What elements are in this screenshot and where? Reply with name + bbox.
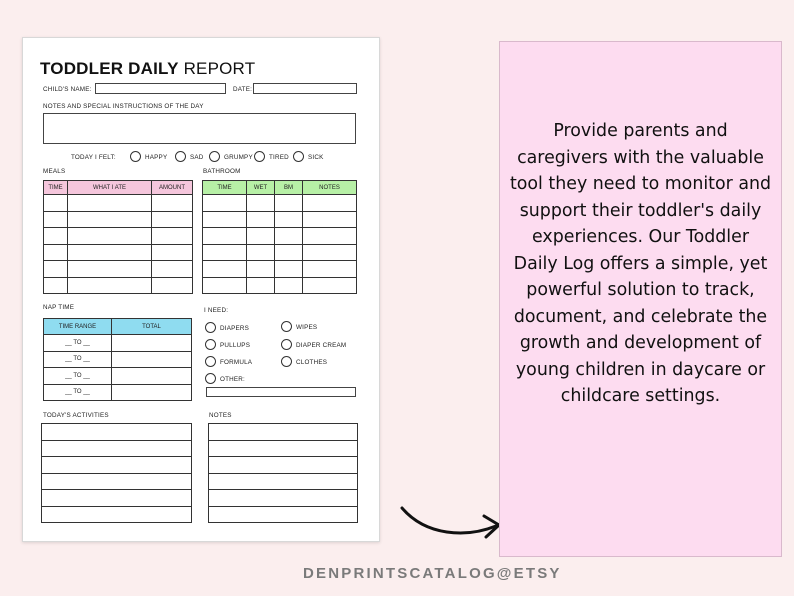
- child-name-field[interactable]: [95, 83, 226, 94]
- column-header: AMOUNT: [152, 181, 193, 195]
- table-cell[interactable]: [44, 211, 68, 228]
- table-cell[interactable]: [112, 384, 192, 401]
- table-cell[interactable]: [303, 244, 357, 261]
- table-cell[interactable]: [203, 277, 247, 294]
- need-pullups-label: PULLUPS: [220, 342, 251, 349]
- table-cell[interactable]: [112, 351, 192, 368]
- mood-grumpy-label: GRUMPY: [224, 154, 253, 161]
- table-cell[interactable]: [275, 228, 303, 245]
- table-row: [209, 457, 358, 474]
- table-row: [203, 244, 357, 261]
- need-diapers-label: DIAPERS: [220, 325, 250, 332]
- table-cell[interactable]: [68, 244, 152, 261]
- column-header: TIME: [44, 181, 68, 195]
- table-cell[interactable]: [68, 261, 152, 278]
- table-cell[interactable]: [303, 211, 357, 228]
- table-row: [203, 228, 357, 245]
- toddler-daily-report-sheet: [22, 37, 380, 542]
- column-header: NOTES: [303, 181, 357, 195]
- table-cell[interactable]: [275, 195, 303, 212]
- table-cell[interactable]: [247, 244, 275, 261]
- table-cell[interactable]: [209, 457, 358, 474]
- mood-sick-radio[interactable]: [293, 151, 304, 162]
- table-cell[interactable]: [303, 277, 357, 294]
- table-row: [209, 506, 358, 523]
- table-cell[interactable]: [42, 440, 192, 457]
- table-cell[interactable]: [68, 228, 152, 245]
- column-header: BM: [275, 181, 303, 195]
- table-cell[interactable]: [209, 424, 358, 441]
- mood-sick-label: SICK: [308, 154, 324, 161]
- mood-sad-radio[interactable]: [175, 151, 186, 162]
- table-cell[interactable]: __ TO __: [44, 351, 112, 368]
- table-cell[interactable]: [275, 211, 303, 228]
- shop-credit: DENPRINTSCATALOG@ETSY: [303, 565, 562, 582]
- table-cell[interactable]: [203, 244, 247, 261]
- table-row: [44, 211, 193, 228]
- child-name-label: CHILD'S NAME:: [43, 86, 92, 93]
- mood-happy-label: HAPPY: [145, 154, 168, 161]
- need-clothes-label: CLOTHES: [296, 359, 328, 366]
- meals-table: [43, 180, 193, 294]
- table-cell[interactable]: [44, 261, 68, 278]
- table-row: [44, 384, 192, 401]
- table-cell[interactable]: [44, 244, 68, 261]
- table-cell[interactable]: [42, 490, 192, 507]
- need-wipes-checkbox[interactable]: [281, 321, 292, 332]
- table-cell[interactable]: [247, 211, 275, 228]
- table-row: [44, 244, 193, 261]
- table-row: [209, 490, 358, 507]
- table-row: [42, 440, 192, 457]
- meals-label: MEALS: [43, 168, 66, 175]
- table-cell[interactable]: __ TO __: [44, 335, 112, 352]
- nap-time-label: NAP TIME: [43, 304, 75, 311]
- curved-arrow-icon: [396, 496, 506, 546]
- table-cell[interactable]: [68, 277, 152, 294]
- table-cell[interactable]: [303, 228, 357, 245]
- table-cell[interactable]: [247, 277, 275, 294]
- mood-tired-radio[interactable]: [254, 151, 265, 162]
- table-cell[interactable]: [209, 473, 358, 490]
- table-cell[interactable]: [152, 195, 193, 212]
- nap-time-table: [43, 318, 192, 401]
- table-cell[interactable]: [275, 244, 303, 261]
- notes-table: [208, 423, 358, 523]
- table-row: [44, 277, 193, 294]
- table-cell[interactable]: [203, 195, 247, 212]
- table-row: [42, 457, 192, 474]
- table-row: [44, 368, 192, 385]
- table-cell[interactable]: [203, 211, 247, 228]
- bathroom-label: BATHROOM: [203, 168, 241, 175]
- table-row: [209, 440, 358, 457]
- table-row: [203, 211, 357, 228]
- date-label: DATE:: [233, 86, 253, 93]
- column-header: WET: [247, 181, 275, 195]
- table-cell[interactable]: [203, 228, 247, 245]
- table-cell[interactable]: [209, 506, 358, 523]
- table-row: [42, 473, 192, 490]
- activities-label: TODAY'S ACTIVITIES: [43, 412, 109, 419]
- column-header: TIME RANGE: [44, 319, 112, 335]
- table-cell[interactable]: [275, 261, 303, 278]
- table-cell[interactable]: [275, 277, 303, 294]
- table-cell[interactable]: [203, 261, 247, 278]
- notes-instructions-field[interactable]: [43, 113, 356, 144]
- table-cell[interactable]: [42, 473, 192, 490]
- notes-label: NOTES: [209, 412, 232, 419]
- table-cell[interactable]: [152, 261, 193, 278]
- table-row: [203, 261, 357, 278]
- need-formula-label: FORMULA: [220, 359, 253, 366]
- table-cell[interactable]: __ TO __: [44, 368, 112, 385]
- need-diapers-checkbox[interactable]: [205, 322, 216, 333]
- table-row: [42, 506, 192, 523]
- table-cell[interactable]: [42, 506, 192, 523]
- description-panel: [499, 41, 782, 557]
- mood-tired-label: TIRED: [269, 154, 289, 161]
- sheet-title: TODDLER DAILY REPORT: [40, 59, 256, 78]
- table-row: [44, 228, 193, 245]
- need-formula-checkbox[interactable]: [205, 356, 216, 367]
- table-row: [209, 473, 358, 490]
- table-cell[interactable]: [247, 261, 275, 278]
- need-wipes-label: WIPES: [296, 324, 318, 331]
- other-need-field[interactable]: [206, 387, 356, 397]
- table-cell[interactable]: [42, 457, 192, 474]
- table-cell[interactable]: [42, 424, 192, 441]
- table-cell[interactable]: [247, 195, 275, 212]
- table-cell[interactable]: [152, 211, 193, 228]
- table-cell[interactable]: [112, 368, 192, 385]
- table-row: [42, 424, 192, 441]
- table-cell[interactable]: [247, 228, 275, 245]
- activities-table: [41, 423, 192, 523]
- table-cell[interactable]: [209, 490, 358, 507]
- need-other-checkbox[interactable]: [205, 373, 216, 384]
- table-cell[interactable]: [68, 211, 152, 228]
- mood-happy-radio[interactable]: [130, 151, 141, 162]
- bathroom-table: [202, 180, 357, 294]
- table-cell[interactable]: [68, 195, 152, 212]
- need-diapercream-checkbox[interactable]: [281, 339, 292, 350]
- column-header: TOTAL: [112, 319, 192, 335]
- description-text: Provide parents and caregivers with the valuable tool they need to monitor and support their toddler's daily experiences. Our Toddler Daily Log offers a simple, yet powerful solution to track, document, and celebrate the growth and development of young children in daycare or childcare settings.: [509, 121, 772, 406]
- date-field[interactable]: [253, 83, 357, 94]
- table-cell[interactable]: [44, 195, 68, 212]
- table-cell[interactable]: [152, 277, 193, 294]
- i-need-label: I NEED:: [204, 307, 229, 314]
- table-row: [42, 490, 192, 507]
- need-diapercream-label: DIAPER CREAM: [296, 342, 347, 349]
- need-clothes-checkbox[interactable]: [281, 356, 292, 367]
- table-cell[interactable]: [152, 244, 193, 261]
- table-cell[interactable]: [44, 228, 68, 245]
- column-header: TIME: [203, 181, 247, 195]
- table-cell[interactable]: [44, 277, 68, 294]
- need-pullups-checkbox[interactable]: [205, 339, 216, 350]
- notes-instructions-label: NOTES AND SPECIAL INSTRUCTIONS OF THE DAY: [43, 103, 204, 110]
- table-row: [44, 261, 193, 278]
- table-cell[interactable]: [112, 335, 192, 352]
- felt-label: TODAY I FELT:: [71, 154, 116, 161]
- table-row: [203, 195, 357, 212]
- table-cell[interactable]: [303, 261, 357, 278]
- table-cell[interactable]: [303, 195, 357, 212]
- table-row: [209, 424, 358, 441]
- table-row: [203, 277, 357, 294]
- table-row: [44, 335, 192, 352]
- table-cell[interactable]: __ TO __: [44, 384, 112, 401]
- table-cell[interactable]: [209, 440, 358, 457]
- table-row: [44, 351, 192, 368]
- column-header: WHAT I ATE: [68, 181, 152, 195]
- mood-grumpy-radio[interactable]: [209, 151, 220, 162]
- mood-sad-label: SAD: [190, 154, 204, 161]
- need-other-label: OTHER:: [220, 376, 245, 383]
- table-cell[interactable]: [152, 228, 193, 245]
- table-row: [44, 195, 193, 212]
